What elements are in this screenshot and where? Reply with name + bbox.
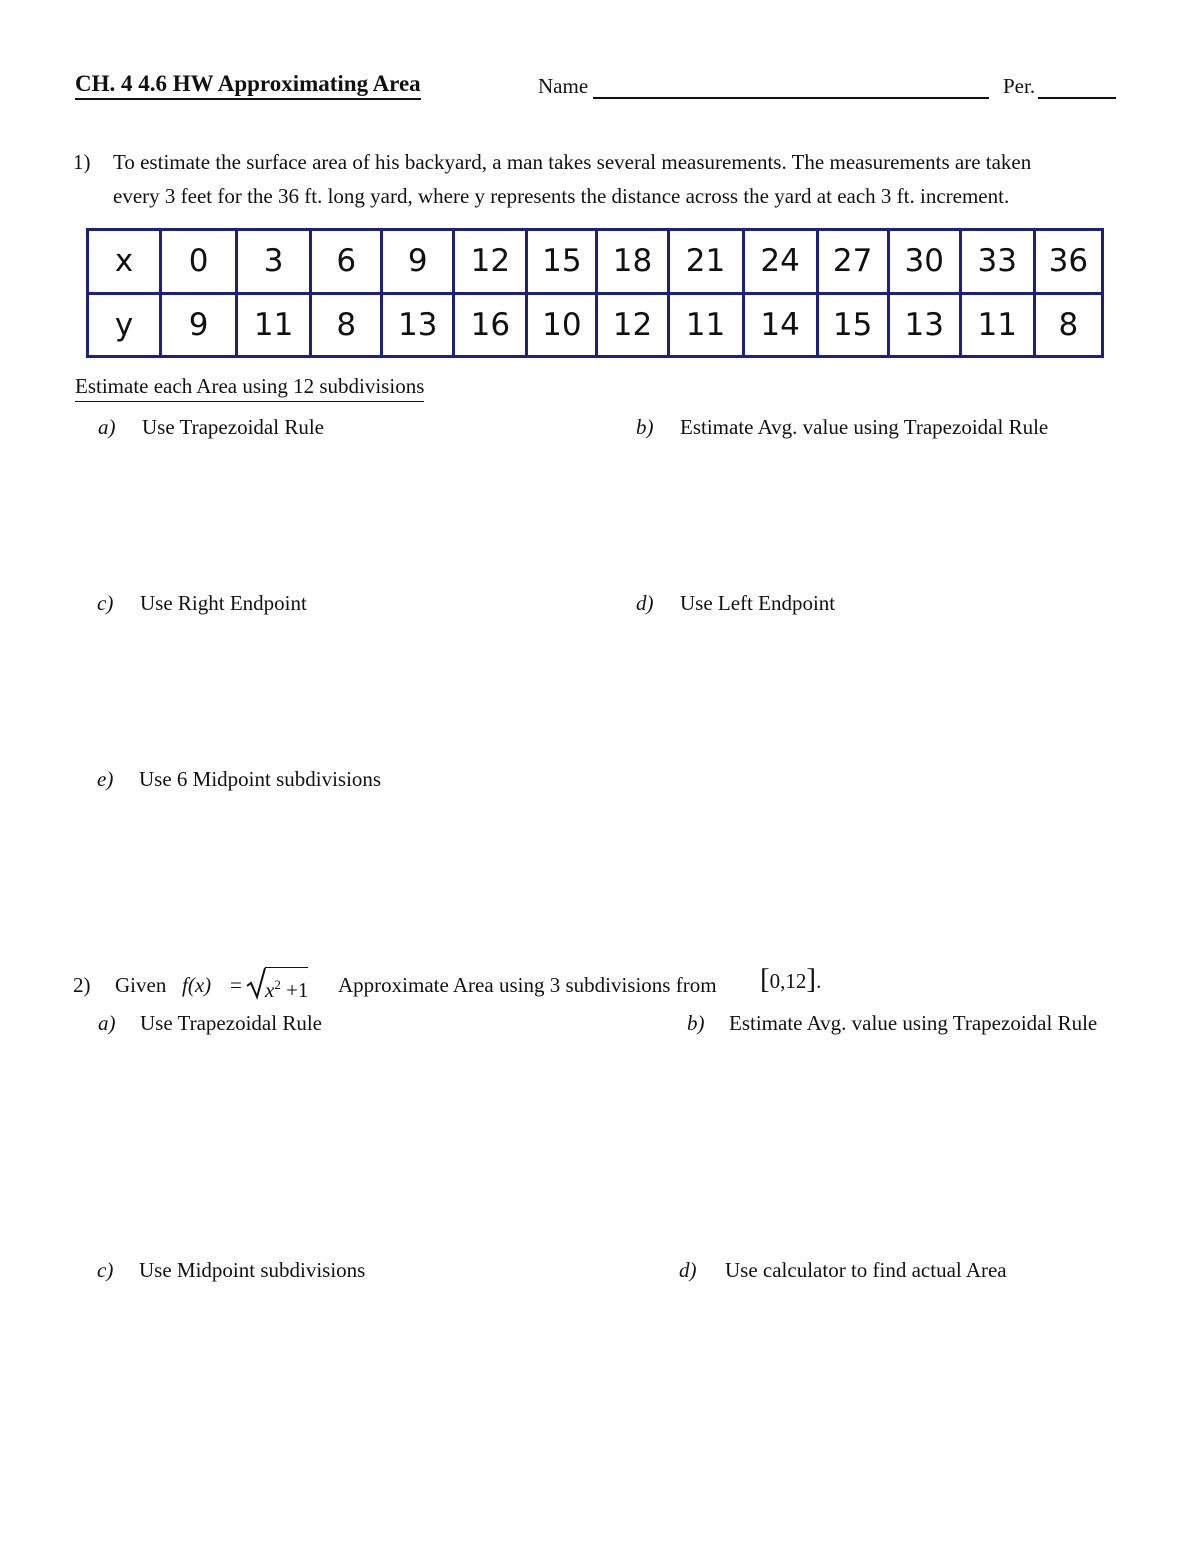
x-cell: 24 [743,230,817,294]
q2-interval: [0,12]. [760,963,822,995]
q1b-text: Estimate Avg. value using Trapezoidal Rule [680,415,1049,439]
q2a-text: Use Trapezoidal Rule [140,1011,322,1035]
x-label-cell: x [88,230,161,294]
q2-radicand-base: x [265,978,275,1002]
q2b-text: Estimate Avg. value using Trapezoidal Rule [729,1011,1098,1035]
q1-subheading: Estimate each Area using 12 subdivisions [75,373,424,402]
q1c-text: Use Right Endpoint [140,591,307,615]
q2-function-lhs: f(x) [182,973,212,997]
right-bracket-icon: ] [806,963,817,995]
q2d-text: Use calculator to find actual Area [725,1258,1007,1282]
y-row [88,293,1103,357]
x-cell: 36 [1034,230,1102,294]
y-cell: 14 [743,293,817,357]
y-cell: 13 [888,293,960,357]
q2b-letter: b) [687,1011,705,1035]
x-cell: 6 [311,230,382,294]
x-cell: 33 [960,230,1034,294]
period-blank-line[interactable] [1038,97,1116,99]
measurement-table [86,228,1104,358]
q2-radicand-exponent: 2 [274,977,281,992]
q1d-text: Use Left Endpoint [680,591,836,615]
sqrt-radical-icon [246,966,266,1005]
y-cell: 12 [597,293,668,357]
y-cell: 11 [668,293,743,357]
q1a-text: Use Trapezoidal Rule [142,415,324,439]
y-cell: 11 [960,293,1034,357]
left-bracket-icon: [ [760,963,770,995]
q2-equals: = [230,973,242,997]
q1-number: 1) [73,150,91,174]
q1e-text: Use 6 Midpoint subdivisions [139,767,382,791]
y-cell: 13 [382,293,454,357]
q2d-letter: d) [679,1258,697,1282]
period-label: Per. [1003,74,1036,98]
q1e-letter: e) [97,767,114,791]
x-cell: 21 [668,230,743,294]
q2-number: 2) [73,973,91,997]
q1-text-line1: To estimate the surface area of his backyard, a man takes several measurements. The measurements are taken [113,150,1032,174]
q2-given-label: Given [115,973,167,997]
y-cell: 9 [161,293,237,357]
q1d-letter: d) [636,591,654,615]
x-cell: 0 [161,230,237,294]
q2-text-after: Approximate Area using 3 subdivisions from [338,973,717,997]
y-cell: 8 [311,293,382,357]
q2c-text: Use Midpoint subdivisions [139,1258,366,1282]
x-cell: 9 [382,230,454,294]
q2-radicand [265,967,308,1003]
q2c-letter: c) [97,1258,114,1282]
x-cell: 3 [237,230,311,294]
name-blank-line[interactable] [593,97,989,99]
worksheet-title: CH. 4 4.6 HW Approximating Area [75,70,421,100]
y-cell: 16 [454,293,527,357]
name-label: Name [538,74,589,98]
x-cell: 15 [527,230,597,294]
x-row [88,230,1103,294]
q2-interval-values: 0,12 [769,969,807,993]
y-cell: 8 [1034,293,1102,357]
q1c-letter: c) [97,591,114,615]
y-cell: 11 [237,293,311,357]
q1-text-line2: every 3 feet for the 36 ft. long yard, where y represents the distance across the yard at each 3 ft. increment. [113,184,1010,208]
q1b-letter: b) [636,415,654,439]
y-label-cell: y [88,293,161,357]
x-cell: 12 [454,230,527,294]
q2-radicand-rest: +1 [280,978,309,1002]
q1a-letter: a) [98,415,116,439]
x-cell: 30 [888,230,960,294]
x-cell: 18 [597,230,668,294]
x-cell: 27 [817,230,888,294]
q2a-letter: a) [98,1011,116,1035]
y-cell: 15 [817,293,888,357]
y-cell: 10 [527,293,597,357]
